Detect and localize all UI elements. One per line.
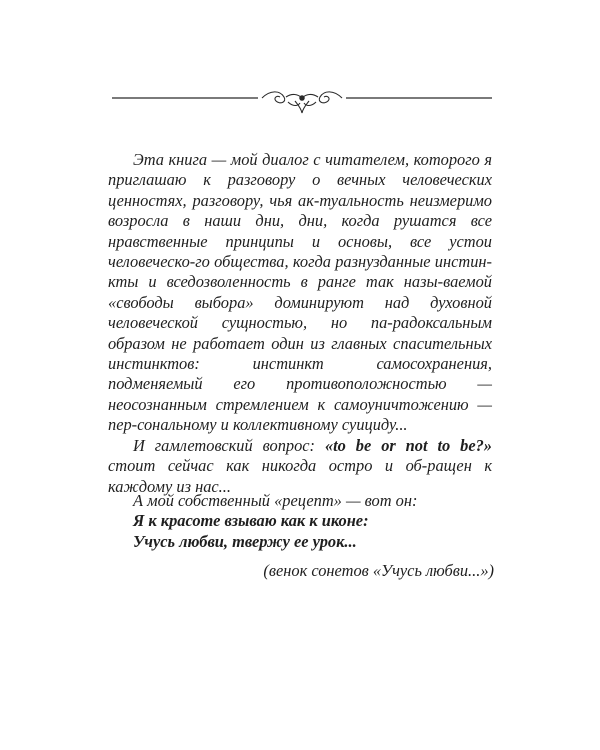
intro-text <box>108 150 492 497</box>
intro-paragraph-2 <box>108 436 492 497</box>
paragraph-2-start: И гамлетовский вопрос: <box>133 435 325 455</box>
hamlet-quote: «to be or not to be?» <box>324 435 492 455</box>
paragraph-2-end: стоит сейчас как никогда остро и об-ращен к каждому из нас... <box>108 456 492 496</box>
epigraph <box>133 491 493 552</box>
attribution: (венок сонетов «Учусь любви...») <box>263 561 494 580</box>
epigraph-line-1: А мой собственный «рецепт» — вот он: <box>133 491 418 510</box>
ornament-divider <box>112 86 492 116</box>
epigraph-line-2: Я к красоте взываю как к иконе: <box>133 511 369 531</box>
intro-paragraph-1: Эта книга — мой диалог с читателем, которого я приглашаю к разговору о вечных человеческих ценностях, разговору, чья ак-туальность неизмеримо возросла в наши дни, дни, когда рушатся все нравственные принципы и основы, все устои человеческо-го общества, когда разнузданные инстин-кты и вседозволенность в ранге так назы-ваемой «свободы выбора» доминируют над духовной человеческой сущностью, но па-радоксальным образом не работает один из главных спасительных инстинктов: инстинкт самосохранения, подменяемый его противоположностью — неосознанным стремлением к самоуничтожению — пер-сональному и коллективному суициду... <box>108 150 492 435</box>
flourish-icon <box>262 92 342 113</box>
epigraph-line-3: Учусь любви, твержу ее урок... <box>133 531 357 551</box>
